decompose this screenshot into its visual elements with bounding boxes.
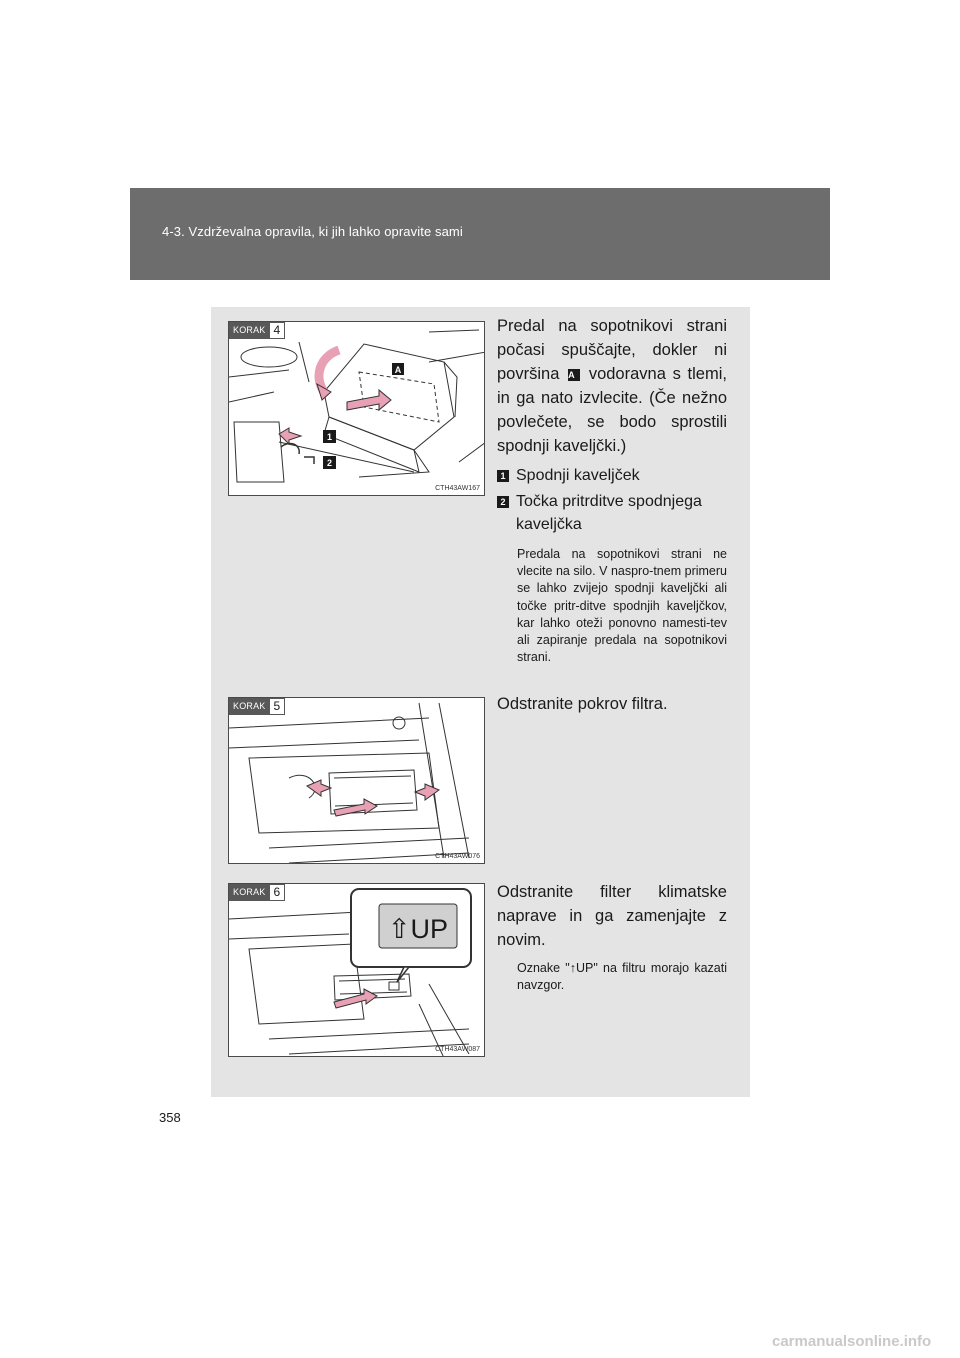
up-marking: ⇧UP <box>387 914 449 944</box>
callout-text: Točka pritrditve spodnjega kaveljčka <box>516 493 702 533</box>
step-6-text <box>497 880 727 994</box>
step-label: KORAK <box>229 322 270 339</box>
instruction-part-2: vodoravna s tlemi, in ga nato izvlecite. (Če nežno povlečete, se bodo sprostili spodnji kaveljčki.) <box>497 365 727 455</box>
callout-text: Spodnji kaveljček <box>516 467 640 484</box>
step-label: KORAK <box>229 698 270 715</box>
glovebox-illustration <box>229 322 485 496</box>
figure-step-5 <box>228 697 485 864</box>
badge-a: A <box>568 369 580 381</box>
header-title: 4-3. Vzdrževalna opravila, ki jih lahko opravite sami <box>162 224 463 239</box>
step-4-text <box>497 314 727 666</box>
label-two: 2 <box>326 458 333 468</box>
step-badge <box>229 698 285 715</box>
label-a: A <box>394 365 402 375</box>
step-5-text <box>497 692 727 716</box>
instruction-part-1: Predal na sopotnikovi strani počasi spuščajte, dokler ni površina <box>497 317 727 383</box>
step-6-note: Oznake "↑UP" na filtru morajo kazati navzgor. <box>517 961 727 993</box>
step-6-instruction: Odstranite filter klimatske naprave in ga zamenjajte z novim. <box>497 883 727 949</box>
callout-2 <box>497 490 727 536</box>
label-one: 1 <box>326 432 333 442</box>
figure-code: CTH43AW167 <box>435 485 480 492</box>
callout-badge: 1 <box>497 470 509 482</box>
figure-step-4 <box>228 321 485 496</box>
callout-badge: 2 <box>497 496 509 508</box>
figure-step-6 <box>228 883 485 1057</box>
step-number: 4 <box>270 322 286 339</box>
page-number: 358 <box>159 1110 181 1125</box>
figure-code: CTH43AW087 <box>435 1046 480 1053</box>
filter-replace-illustration <box>229 884 485 1057</box>
step-4-instruction <box>497 314 727 458</box>
figure-code: CTH43AW076 <box>435 853 480 860</box>
page-header <box>130 188 830 280</box>
callout-1 <box>497 464 727 487</box>
step-4-note: Predala na sopotnikovi strani ne vlecite na silo. V naspro-tnem primeru se lahko zvijejo spodnji kaveljčki ali točke pritr-ditve spodnjih kaveljčkov, kar lahko oteži ponovno namesti-tev ali zapiranje predala na sopotnikovi strani. <box>517 547 727 665</box>
step-badge <box>229 322 285 339</box>
step-number: 5 <box>270 698 286 715</box>
step-number: 6 <box>270 884 286 901</box>
filter-cover-illustration <box>229 698 485 864</box>
step-5-instruction: Odstranite pokrov filtra. <box>497 695 668 713</box>
step-badge <box>229 884 285 901</box>
step-label: KORAK <box>229 884 270 901</box>
watermark: carmanualsonline.info <box>772 1333 932 1350</box>
